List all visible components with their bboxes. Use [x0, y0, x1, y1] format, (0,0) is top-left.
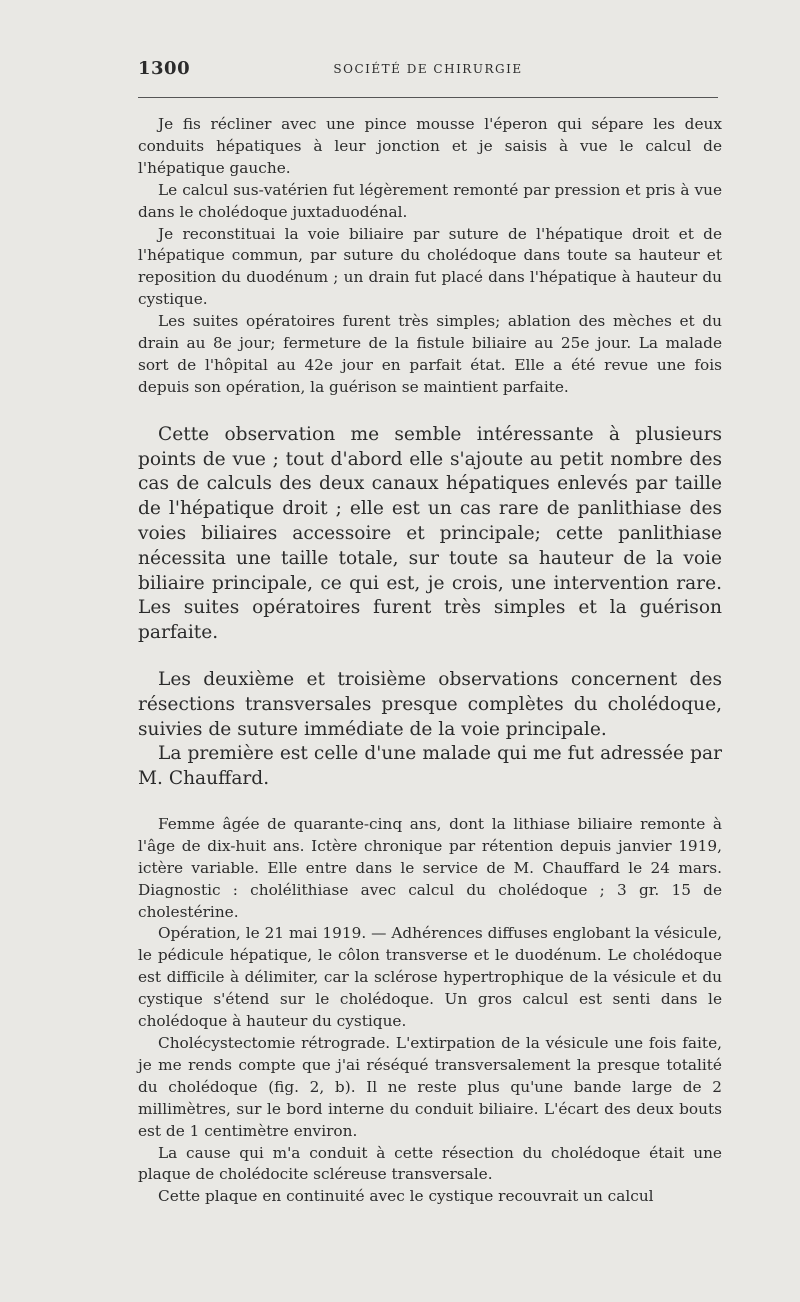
case-report-continued — [138, 114, 722, 399]
paragraph: La première est celle d'une malade qui me fut adressée par M. Chauffard. — [138, 743, 722, 790]
page-header — [138, 58, 718, 84]
paragraph: Les deuxième et troisième observations concernent des résections transversales presque complètes du cholédoque, suivies de suture immédiate de la voie principale. — [138, 668, 722, 740]
header-rule — [138, 97, 718, 98]
running-title: SOCIÉTÉ DE CHIRURGIE — [333, 62, 523, 76]
paragraph: Le calcul sus-vatérien fut légèrement remonté par pression et pris à vue dans le cholédoque juxtaduodénal. — [138, 180, 722, 221]
case-report-2 — [138, 814, 722, 1208]
paragraph: Les suites opératoires furent très simples; ablation des mèches et du drain au 8e jour; fermeture de la fistule biliaire au 25e jour. La malade sort de l'hôpital au 42e jour en parfait état. Elle a été revue une fois depuis son opération, la guérison se maintient parfaite. — [138, 312, 722, 396]
paragraph: Femme âgée de quarante-cinq ans, dont la lithiase biliaire remonte à l'âge de dix-huit ans. Ictère chronique par rétention depuis janvier 1919, ictère variable. Elle entre dans le service de M. Chauffard le 24 mars. Diagnostic : cholélithiase avec calcul du cholédoque ; 3 gr. 15 de cholestérine. — [138, 814, 722, 921]
paragraph: Opération, le 21 mai 1919. — Adhérences diffuses englobant la vésicule, le pédicule hépatique, le côlon transverse et le duodénum. Le cholédoque est difficile à délimiter, car la sclérose hypertrophique de la vésicule et du cystique s'étend sur le cholédoque. Un gros calcul est senti dans le cholédoque à hauteur du cystique. — [138, 924, 722, 1031]
paragraph: Je fis récliner avec une pince mousse l'éperon qui sépare les deux conduits hépatiques à leur jonction et je saisis à vue le calcul de l'hépatique gauche. — [138, 115, 722, 177]
paragraph: Cette observation me semble intéressante à plusieurs points de vue ; tout d'abord elle s'ajoute au petit nombre des cas de calculs des deux canaux hépatiques enlevés par taille de l'hépatique droit ; elle est un cas rare de panlithiase des voies biliaires accessoire et principale; cette panlithiase nécessita une taille totale, sur toute sa hauteur de la voie biliaire principale, ce qui est, je crois, une intervention rare. Les suites opératoires furent très simples et la guérison parfaite. — [138, 423, 722, 644]
body-text — [138, 114, 722, 1208]
paragraph: Je reconstituai la voie biliaire par suture de l'hépatique droit et de l'hépatique commun, par suture du cholédoque dans toute sa hauteur et reposition du duodénum ; un drain fut placé dans l'hépatique à hauteur du cystique. — [138, 224, 722, 309]
paragraph: Cette plaque en continuité avec le cystique recouvrait un calcul — [158, 1187, 654, 1206]
commentary — [138, 423, 722, 646]
paragraph: Cholécystectomie rétrograde. L'extirpation de la vésicule une fois faite, je me rends compte que j'ai réséqué transversalement la presque totalité du cholédoque (fig. 2, b). Il ne reste plus qu'une bande large de 2 millimètres, sur le bord interne du conduit biliaire. L'écart des deux bouts est de 1 centimètre environ. — [138, 1034, 722, 1140]
page-number: 1300 — [138, 58, 191, 79]
paragraph: La cause qui m'a conduit à cette résection du cholédoque était une plaque de cholédocite scléreuse transversale. — [138, 1143, 722, 1184]
introduction — [138, 668, 722, 792]
